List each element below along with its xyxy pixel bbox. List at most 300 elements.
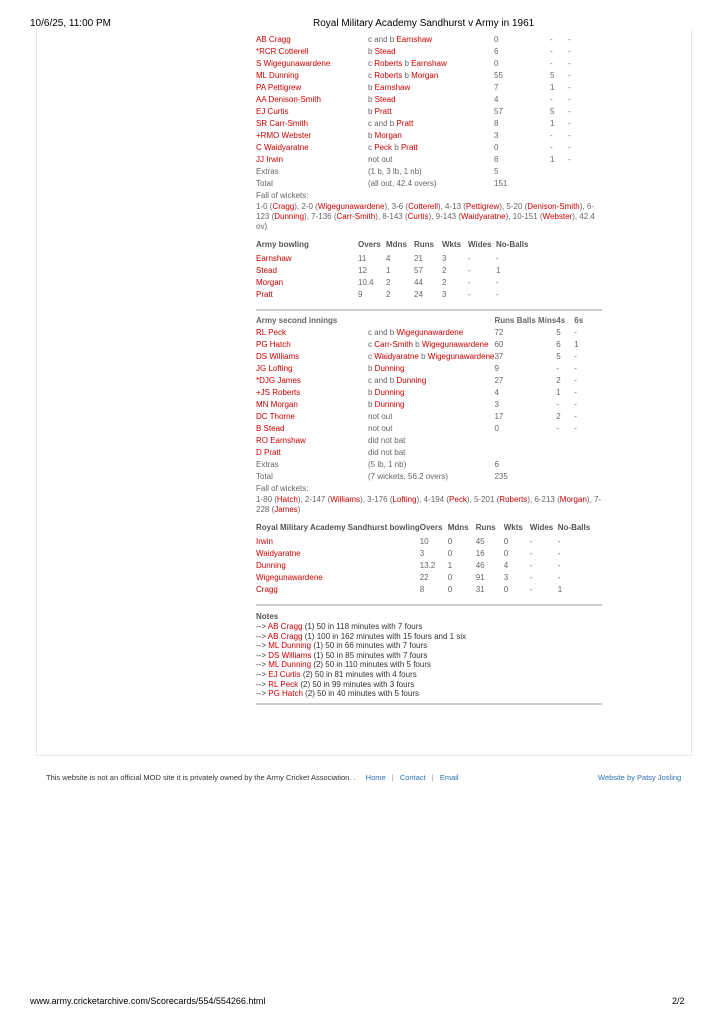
text-fragment: c and b <box>368 328 397 337</box>
fours-cell <box>556 447 574 459</box>
batter-link[interactable]: EJ Curtis <box>256 107 289 116</box>
batter-cell <box>256 375 368 387</box>
text-fragment: c <box>368 143 375 152</box>
runs-cell: 6 <box>494 47 499 56</box>
table-row <box>256 34 586 46</box>
dismissal-cell <box>368 106 494 118</box>
extras-detail: (1 b, 3 lb, 1 nb) <box>368 167 422 176</box>
note-arrow: --> <box>256 660 269 670</box>
player-link[interactable]: Pettigrew <box>465 202 500 211</box>
batter-link[interactable]: MN Morgan <box>256 400 298 409</box>
table-row <box>256 253 528 265</box>
text-fragment: c and b <box>368 376 397 385</box>
fours-cell: 5 <box>550 107 555 116</box>
table-row <box>256 154 586 166</box>
total-runs: 235 <box>494 472 508 481</box>
text-fragment: b <box>412 340 422 349</box>
player-link[interactable]: Carr-Smith <box>374 340 413 349</box>
runs-cell: 4 <box>494 95 499 104</box>
table-row <box>256 277 528 289</box>
runs-cell: 3 <box>494 400 499 409</box>
note-arrow: --> <box>256 689 269 699</box>
player-link[interactable]: Dunning <box>374 388 405 397</box>
note-item <box>256 622 602 632</box>
runs-cell: 57 <box>494 107 503 116</box>
batter-link[interactable]: AA Denison-Smith <box>256 95 321 104</box>
batter-cell <box>256 142 368 154</box>
text-fragment: ), 2-0 ( <box>294 202 318 211</box>
spacer-cell <box>525 423 556 435</box>
fours-cell: 5 <box>556 352 561 361</box>
batter-link[interactable]: +JS Roberts <box>256 388 301 397</box>
runs-cell: 60 <box>494 340 504 349</box>
runs-cell: 31 <box>475 585 485 594</box>
batter-link[interactable]: D Pratt <box>256 448 281 457</box>
bowler-cell <box>256 584 420 596</box>
contact-link[interactable]: Contact <box>399 773 426 782</box>
runs-cell: 46 <box>475 561 485 570</box>
overs-cell: 11 <box>358 254 367 263</box>
fours-cell: 6 <box>556 340 561 349</box>
overs-cell: 8 <box>419 585 425 594</box>
table-row <box>256 447 592 459</box>
text-fragment: 1-0 ( <box>256 202 273 211</box>
note-arrow: --> <box>256 679 269 689</box>
second-innings-header <box>256 315 592 327</box>
player-link[interactable]: Williams <box>330 495 361 504</box>
batter-cell <box>256 423 368 435</box>
sixes-cell: - <box>574 364 577 373</box>
bowler-link[interactable]: Stead <box>256 266 277 275</box>
player-link[interactable]: Lofting <box>392 495 417 504</box>
innings-title: Army second innings <box>256 316 338 325</box>
player-link[interactable]: Pratt <box>400 143 418 152</box>
fours-cell: - <box>556 424 559 433</box>
player-link[interactable]: Dunning <box>274 212 305 221</box>
player-link[interactable]: Earnshaw <box>411 59 447 68</box>
extras-runs: 5 <box>494 167 499 176</box>
runs-cell: 7 <box>494 83 499 92</box>
batter-link[interactable]: JJ Irwin <box>256 155 284 164</box>
fours-cell: - <box>550 95 553 104</box>
fours-cell: - <box>550 131 553 140</box>
table-row <box>256 82 586 94</box>
extras-row <box>256 166 586 178</box>
bowler-link[interactable]: Wigegunawardene <box>256 573 323 582</box>
runs-cell: 55 <box>494 71 503 80</box>
player-link[interactable]: Dunning <box>374 364 405 373</box>
text-fragment: ), 7-228 ( <box>256 495 602 514</box>
spacer-cell <box>525 387 556 399</box>
batter-cell <box>256 70 368 82</box>
wickets-cell: 0 <box>503 537 509 546</box>
noballs-cell: - <box>496 254 499 263</box>
wides-cell: - <box>468 254 471 263</box>
sixes-cell: - <box>568 59 571 68</box>
dismissal-cell <box>368 375 494 387</box>
fours-cell: - <box>550 47 553 56</box>
bowler-cell <box>256 253 358 265</box>
fours-cell <box>556 435 574 447</box>
batter-link[interactable]: SR Carr-Smith <box>256 119 309 128</box>
note-item <box>256 651 602 661</box>
wides-cell: - <box>529 585 533 594</box>
sixes-cell: - <box>568 35 571 44</box>
text-fragment: b <box>368 388 375 397</box>
player-link[interactable]: Hatch <box>276 495 298 504</box>
bowler-cell <box>256 277 358 289</box>
player-link[interactable]: RL Peck <box>268 679 299 689</box>
table-row <box>256 46 586 58</box>
player-link[interactable]: Curtis <box>407 212 429 221</box>
batter-link[interactable]: DC Thorne <box>256 412 295 421</box>
army-bowling-table <box>256 238 528 301</box>
col-header: Wkts <box>503 523 523 532</box>
batter-cell <box>256 339 368 351</box>
player-link[interactable]: Wigegunawardene <box>427 352 495 361</box>
batter-link[interactable]: JG Lofting <box>256 364 293 373</box>
overs-cell: 13.2 <box>419 561 436 570</box>
total-row <box>256 178 586 190</box>
bowler-cell <box>256 560 420 572</box>
player-link[interactable]: ML Dunning <box>268 641 312 651</box>
noballs-cell: 1 <box>496 266 501 275</box>
spacer-cell <box>525 351 556 363</box>
spacer-cell <box>522 82 550 94</box>
player-link[interactable]: Pratt <box>374 107 392 116</box>
divider <box>256 309 602 311</box>
note-text: (2) 50 in 99 minutes with 3 fours <box>298 679 415 689</box>
batter-cell <box>256 154 368 166</box>
bowler-link[interactable]: Dunning <box>256 561 286 570</box>
noballs-cell: 1 <box>557 585 563 594</box>
batter-link[interactable]: RO Earnshaw <box>256 436 306 445</box>
bowler-cell <box>256 548 420 560</box>
sixes-cell: - <box>568 47 571 56</box>
table-row <box>256 265 528 277</box>
text-fragment: b <box>392 143 401 152</box>
player-link[interactable]: Cragg <box>272 202 295 211</box>
dismissal-cell <box>368 423 494 435</box>
table-row <box>256 375 592 387</box>
col-4s: 4s <box>556 316 566 325</box>
wides-cell: - <box>468 290 471 299</box>
runs-cell: 21 <box>414 254 423 263</box>
dismissal-cell <box>368 411 494 423</box>
table-row <box>256 584 590 596</box>
note-item <box>256 641 602 651</box>
dismissal-cell <box>368 399 494 411</box>
wickets-cell: 2 <box>442 266 447 275</box>
table-row <box>256 411 592 423</box>
separator: | <box>391 773 394 782</box>
wickets-cell: 3 <box>503 573 509 582</box>
credit-link[interactable]: Website by Patsy Josling <box>598 773 682 782</box>
text-fragment: did not bat <box>368 448 406 457</box>
total-detail: (7 wickets, 56.2 overs) <box>368 472 449 481</box>
table-row <box>256 536 590 548</box>
player-link[interactable]: Denison-Smith <box>527 202 580 211</box>
player-link[interactable]: Carr-Smith <box>336 212 376 221</box>
sixes-cell: 1 <box>574 340 579 349</box>
sixes-cell: - <box>568 131 571 140</box>
maidens-cell: 0 <box>447 537 453 546</box>
bowler-cell <box>256 289 358 301</box>
disclaimer: This website is not an official MOD site it is privately owned by the Army Cricket Association. . <box>46 773 356 782</box>
player-link[interactable]: Morgan <box>559 495 587 504</box>
table-row <box>256 94 586 106</box>
text-fragment: ), 6-123 ( <box>256 202 594 221</box>
dismissal-cell <box>368 58 494 70</box>
batter-link[interactable]: ML Dunning <box>256 71 299 80</box>
dismissal-cell <box>368 46 494 58</box>
maidens-cell: 4 <box>386 254 391 263</box>
player-link[interactable]: Wigegunawardene <box>421 340 489 349</box>
batter-cell <box>256 58 368 70</box>
player-link[interactable]: Dunning <box>396 376 427 385</box>
table-row <box>256 142 586 154</box>
text-fragment: b <box>368 131 375 140</box>
wides-cell: - <box>529 537 533 546</box>
total-label: Total <box>256 179 273 188</box>
wides-cell: - <box>529 549 533 558</box>
divider <box>256 604 602 606</box>
email-link[interactable]: Email <box>439 773 459 782</box>
player-link[interactable]: Morgan <box>411 71 439 80</box>
bowler-cell <box>256 265 358 277</box>
fours-cell: - <box>556 400 559 409</box>
player-link[interactable]: AB Cragg <box>267 631 303 641</box>
text-fragment: b <box>368 83 375 92</box>
maidens-cell: 0 <box>447 573 453 582</box>
batter-cell <box>256 435 368 447</box>
player-link[interactable]: Wigegunawardene <box>396 328 464 337</box>
player-link[interactable]: Stead <box>374 47 396 56</box>
player-link[interactable]: Webster <box>542 212 573 221</box>
bowler-link[interactable]: Irwin <box>256 537 273 546</box>
note-item <box>256 680 602 690</box>
player-link[interactable]: Wigegunawardene <box>317 202 385 211</box>
player-link[interactable]: Waidyaratne <box>461 212 506 221</box>
text-fragment: ), 3-6 ( <box>384 202 409 211</box>
text-fragment: b <box>402 59 412 68</box>
spacer-cell <box>525 339 556 351</box>
extras-detail: (5 lb, 1 nb) <box>368 460 407 469</box>
extras-label: Extras <box>256 460 279 469</box>
col-header: No-Balls <box>496 240 529 249</box>
batter-link[interactable]: *DJG James <box>256 376 301 385</box>
text-fragment: not out <box>368 155 393 164</box>
sixes-cell: - <box>574 376 577 385</box>
spacer-cell <box>525 447 556 459</box>
maidens-cell: 2 <box>386 290 391 299</box>
text-fragment: b <box>402 71 412 80</box>
text-fragment: b <box>368 47 375 56</box>
player-link[interactable]: AB Cragg <box>267 622 303 631</box>
dismissal-cell <box>368 118 494 130</box>
batter-link[interactable]: *RCR Cotterell <box>256 47 309 56</box>
bowler-link[interactable]: Morgan <box>256 278 284 287</box>
spacer-cell <box>525 435 556 447</box>
table-row <box>256 423 592 435</box>
table-row <box>256 289 528 301</box>
sixes-cell: - <box>574 424 577 433</box>
text-fragment: c <box>368 340 375 349</box>
fours-cell: - <box>556 364 559 373</box>
table-row <box>256 118 586 130</box>
note-text: (1) 50 in 66 minutes with 7 fours <box>311 641 428 651</box>
runs-cell <box>494 435 525 447</box>
note-arrow: --> <box>256 650 269 660</box>
batter-link[interactable]: B Stead <box>256 424 285 433</box>
text-fragment: c and b <box>368 35 397 44</box>
noballs-cell: - <box>557 537 561 546</box>
sixes-cell <box>574 435 592 447</box>
note-arrow: --> <box>256 641 269 651</box>
batter-cell <box>256 387 368 399</box>
col-header: Runs <box>475 523 496 532</box>
col-6s: 6s <box>574 316 584 325</box>
bowler-link[interactable]: Cragg <box>256 585 278 594</box>
batter-link[interactable]: AB Cragg <box>256 35 291 44</box>
batter-link[interactable]: +RMO Webster <box>256 131 312 140</box>
runs-cell: 6 <box>494 155 499 164</box>
total-row <box>256 471 592 483</box>
overs-cell: 22 <box>419 573 429 582</box>
note-item <box>256 670 602 680</box>
col-header: No-Balls <box>557 523 591 532</box>
home-link[interactable]: Home <box>365 773 386 782</box>
batter-link[interactable]: C Waidyaratne <box>256 143 309 152</box>
runs-cell <box>494 447 525 459</box>
player-link[interactable]: Dunning <box>374 400 405 409</box>
runs-cell: 8 <box>494 119 499 128</box>
table-row <box>256 548 590 560</box>
batter-link[interactable]: RL Peck <box>256 328 286 337</box>
fall-of-wickets <box>256 495 602 515</box>
player-link[interactable]: Earnshaw <box>374 83 411 92</box>
table-row <box>256 339 592 351</box>
fours-cell: 1 <box>550 119 555 128</box>
player-link[interactable]: Roberts <box>499 495 528 504</box>
table-row <box>256 435 592 447</box>
note-text: (1) 100 in 162 minutes with 15 fours and 1 six <box>302 631 467 641</box>
note-item <box>256 632 602 642</box>
runs-cell: 24 <box>414 290 423 299</box>
bowler-cell <box>256 536 420 548</box>
spacer-cell <box>522 106 550 118</box>
extras-runs: 6 <box>494 460 499 469</box>
batter-link[interactable]: PA Pettigrew <box>256 83 302 92</box>
batter-cell <box>256 118 368 130</box>
fall-of-wickets <box>256 202 602 232</box>
player-link[interactable]: Morgan <box>374 131 402 140</box>
col-header: Wkts <box>442 240 462 249</box>
batter-link[interactable]: S Wigegunawardene <box>256 59 331 68</box>
col-header: Mdns <box>447 523 469 532</box>
text-fragment: ), 7-136 ( <box>304 212 337 221</box>
text-fragment: b <box>368 364 375 373</box>
notes-list <box>256 622 602 699</box>
sixes-cell: - <box>574 412 577 421</box>
spacer-cell <box>522 46 550 58</box>
second-innings-batting-table <box>256 315 592 483</box>
player-link[interactable]: James <box>274 505 298 514</box>
fours-cell: 5 <box>550 71 555 80</box>
dismissal-cell <box>368 34 494 46</box>
batter-cell <box>256 447 368 459</box>
dismissal-cell <box>368 447 494 459</box>
text-fragment: ), 9-143 ( <box>428 212 462 221</box>
player-link[interactable]: Roberts <box>374 59 403 68</box>
bowler-link[interactable]: Pratt <box>256 290 273 299</box>
batter-cell <box>256 411 368 423</box>
print-datetime: 10/6/25, 11:00 PM <box>30 18 111 29</box>
batter-cell <box>256 94 368 106</box>
text-fragment: ), 4-194 ( <box>416 495 450 504</box>
player-link[interactable]: PG Hatch <box>268 689 303 699</box>
player-link[interactable]: ML Dunning <box>268 660 312 670</box>
batter-cell <box>256 399 368 411</box>
overs-cell: 3 <box>419 549 425 558</box>
player-link[interactable]: EJ Curtis <box>268 669 301 679</box>
player-link[interactable]: Peck <box>449 495 467 504</box>
spacer-cell <box>522 94 550 106</box>
bowler-link[interactable]: Waidyaratne <box>256 549 301 558</box>
batter-cell <box>256 82 368 94</box>
table-row <box>256 399 592 411</box>
dismissal-cell <box>368 363 494 375</box>
maidens-cell: 1 <box>447 561 453 570</box>
overs-cell: 10.4 <box>358 278 374 287</box>
player-link[interactable]: Cotterell <box>408 202 438 211</box>
player-link[interactable]: Roberts <box>374 71 403 80</box>
noballs-cell: - <box>557 549 561 558</box>
batter-link[interactable]: PG Hatch <box>256 340 291 349</box>
bowler-link[interactable]: Earnshaw <box>256 254 292 263</box>
print-url: www.army.cricketarchive.com/Scorecards/554/554266.html <box>30 996 266 1006</box>
dismissal-cell <box>368 435 494 447</box>
dismissal-cell <box>368 142 494 154</box>
site-footer <box>46 773 459 782</box>
dismissal-cell <box>368 70 494 82</box>
batter-cell <box>256 363 368 375</box>
dismissal-cell <box>368 339 494 351</box>
batter-link[interactable]: DS Williams <box>256 352 300 361</box>
dismissal-cell <box>368 82 494 94</box>
player-link[interactable]: Waidyaratne <box>374 352 419 361</box>
runs-cell: 0 <box>494 59 499 68</box>
spacer-cell <box>522 154 550 166</box>
spacer-cell <box>525 363 556 375</box>
player-link[interactable]: DS Williams <box>268 650 312 660</box>
player-link[interactable]: Earnshaw <box>396 35 433 44</box>
player-link[interactable]: Stead <box>374 95 396 104</box>
player-link[interactable]: Pratt <box>396 119 414 128</box>
wickets-cell: 3 <box>442 290 447 299</box>
player-link[interactable]: Peck <box>374 143 393 152</box>
sixes-cell: - <box>568 95 571 104</box>
print-title: Royal Military Academy Sandhurst v Army in 1961 <box>313 18 535 29</box>
col-header: Mdns <box>386 240 407 249</box>
wides-cell: - <box>468 266 471 275</box>
col-header: Runs <box>414 240 434 249</box>
spacer-cell <box>522 130 550 142</box>
runs-cell: 3 <box>494 131 499 140</box>
text-fragment: c <box>368 59 375 68</box>
runs-cell: 91 <box>475 573 485 582</box>
batter-cell <box>256 46 368 58</box>
